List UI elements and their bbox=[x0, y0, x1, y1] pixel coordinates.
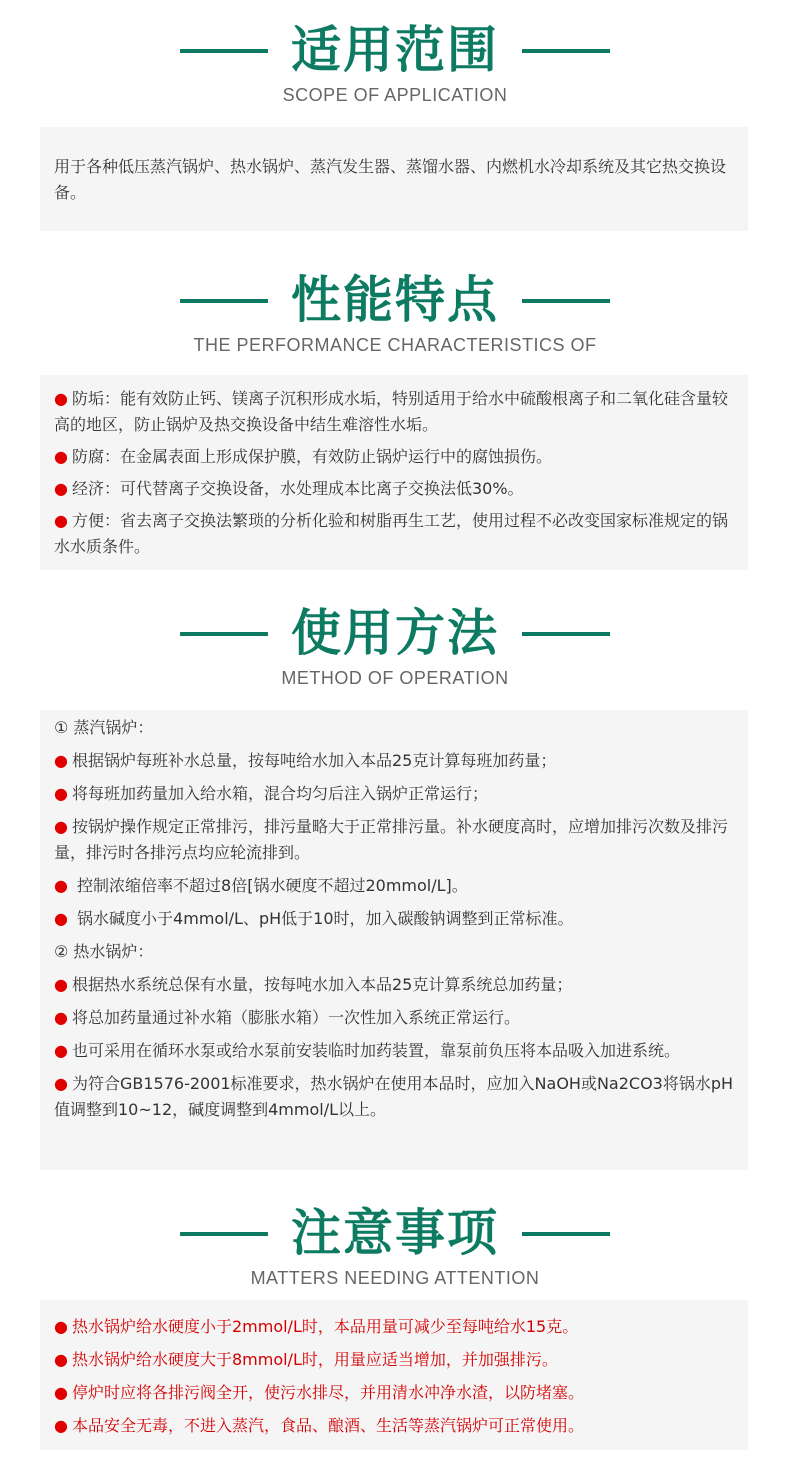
bullet-icon: ● bbox=[54, 1383, 68, 1402]
bullet-icon: ● bbox=[54, 1041, 68, 1060]
list-item bbox=[54, 1071, 734, 1123]
hot-water-boiler-list bbox=[54, 972, 734, 1123]
performance-list bbox=[54, 386, 734, 560]
bullet-icon: ● bbox=[54, 511, 68, 530]
bullet-icon: ● bbox=[54, 817, 68, 836]
list-item bbox=[54, 873, 734, 899]
section-subtitle: THE PERFORMANCE CHARACTERISTICS OF bbox=[193, 335, 597, 355]
section-subtitle: METHOD OF OPERATION bbox=[281, 668, 509, 688]
list-item bbox=[54, 781, 734, 807]
scope-header bbox=[0, 15, 790, 106]
list-item-text: 将总加药量通过补水箱（膨胀水箱）一次性加入系统正常运行。 bbox=[71, 1008, 520, 1027]
list-item-text: 停炉时应将各排污阀全开，使污水排尽，并用清水冲净水渣，以防堵塞。 bbox=[71, 1383, 584, 1402]
bullet-icon: ● bbox=[54, 876, 68, 895]
list-item bbox=[54, 906, 734, 932]
method-panel bbox=[40, 710, 748, 1170]
list-item-text: 按锅炉操作规定正常排污，排污量略大于正常排污量。补水硬度高时，应增加排污次数及排污量，排污时各排污点均应轮流排到。 bbox=[54, 817, 728, 862]
list-item-text: 防腐：在金属表面上形成保护膜，有效防止锅炉运行中的腐蚀损伤。 bbox=[71, 447, 552, 466]
list-item-text: 将每班加药量加入给水箱，混合均匀后注入锅炉正常运行； bbox=[71, 784, 488, 803]
title-line-right bbox=[522, 632, 610, 636]
performance-header bbox=[0, 265, 790, 356]
bullet-icon: ● bbox=[54, 975, 68, 994]
list-item bbox=[54, 1413, 734, 1439]
title-line-right bbox=[522, 49, 610, 53]
bullet-icon: ● bbox=[54, 784, 68, 803]
list-item-text: 方便：省去离子交换法繁琐的分析化验和树脂再生工艺，使用过程不必改变国家标准规定的锅水水质条件。 bbox=[54, 511, 728, 556]
list-item bbox=[54, 748, 734, 774]
steam-boiler-list bbox=[54, 748, 734, 932]
section-subtitle: MATTERS NEEDING ATTENTION bbox=[250, 1268, 540, 1288]
list-item bbox=[54, 814, 734, 866]
list-item-text: 根据锅炉每班补水总量，按每吨给水加入本品25克计算每班加药量； bbox=[71, 751, 557, 770]
list-item bbox=[54, 386, 734, 438]
hot-water-boiler-heading: ② 热水锅炉： bbox=[54, 942, 154, 961]
list-item bbox=[54, 1314, 734, 1340]
section-title: 性能特点 bbox=[291, 271, 499, 329]
bullet-icon: ● bbox=[54, 909, 68, 928]
scope-text: 用于各种低压蒸汽锅炉、热水锅炉、蒸汽发生器、蒸馏水器、内燃机水冷却系统及其它热交换设备。 bbox=[54, 157, 727, 202]
bullet-icon: ● bbox=[54, 1008, 68, 1027]
list-item-text: 为符合GB1576-2001标准要求，热水锅炉在使用本品时，应加入NaOH或Na2CO3将锅水pH值调整到10~12，碱度调整到4mmol/L以上。 bbox=[54, 1074, 734, 1119]
bullet-icon: ● bbox=[54, 751, 68, 770]
bullet-icon: ● bbox=[54, 1317, 68, 1336]
attention-panel bbox=[40, 1300, 748, 1450]
scope-panel bbox=[40, 127, 748, 231]
attention-list bbox=[54, 1314, 734, 1439]
list-item bbox=[54, 1038, 734, 1064]
list-item-text: 热水锅炉给水硬度大于8mmol/L时，用量应适当增加，并加强排污。 bbox=[71, 1350, 558, 1369]
list-item-text: 经济：可代替离子交换设备，水处理成本比离子交换法低30%。 bbox=[71, 479, 524, 498]
list-item-text: 防垢：能有效防止钙、镁离子沉积形成水垢，特别适用于给水中硫酸根离子和二氧化硅含量较高的地区，防止锅炉及热交换设备中结生难溶性水垢。 bbox=[54, 389, 728, 434]
title-line-right bbox=[522, 299, 610, 303]
list-item bbox=[54, 972, 734, 998]
bullet-icon: ● bbox=[54, 479, 68, 498]
list-item-text: 也可采用在循环水泵或给水泵前安装临时加药装置，靠泵前负压将本品吸入加进系统。 bbox=[71, 1041, 680, 1060]
list-item bbox=[54, 1347, 734, 1373]
bullet-icon: ● bbox=[54, 389, 68, 408]
bullet-icon: ● bbox=[54, 1074, 68, 1093]
list-item bbox=[54, 508, 734, 560]
section-title: 适用范围 bbox=[291, 21, 499, 79]
list-item bbox=[54, 1380, 734, 1406]
list-item bbox=[54, 476, 734, 502]
attention-header bbox=[0, 1198, 790, 1289]
bullet-icon: ● bbox=[54, 1350, 68, 1369]
list-item-text: 锅水碱度小于4mmol/L、pH低于10时，加入碳酸钠调整到正常标准。 bbox=[71, 909, 574, 928]
performance-panel bbox=[40, 375, 748, 570]
method-header bbox=[0, 598, 790, 689]
list-item bbox=[54, 1005, 734, 1031]
steam-boiler-heading: ① 蒸汽锅炉： bbox=[54, 718, 154, 737]
list-item-text: 根据热水系统总保有水量，按每吨水加入本品25克计算系统总加药量； bbox=[71, 975, 573, 994]
bullet-icon: ● bbox=[54, 1416, 68, 1435]
bullet-icon: ● bbox=[54, 447, 68, 466]
section-subtitle: SCOPE OF APPLICATION bbox=[282, 85, 508, 105]
title-line-right bbox=[522, 1232, 610, 1236]
section-title: 注意事项 bbox=[291, 1204, 499, 1262]
list-item-text: 控制浓缩倍率不超过8倍[锅水硬度不超过20mmol/L]。 bbox=[71, 876, 468, 895]
list-item-text: 本品安全无毒，不进入蒸汽，食品、酿酒、生活等蒸汽锅炉可正常使用。 bbox=[71, 1416, 584, 1435]
list-item bbox=[54, 444, 734, 470]
list-item-text: 热水锅炉给水硬度小于2mmol/L时，本品用量可减少至每吨给水15克。 bbox=[71, 1317, 579, 1336]
section-title: 使用方法 bbox=[291, 604, 499, 662]
